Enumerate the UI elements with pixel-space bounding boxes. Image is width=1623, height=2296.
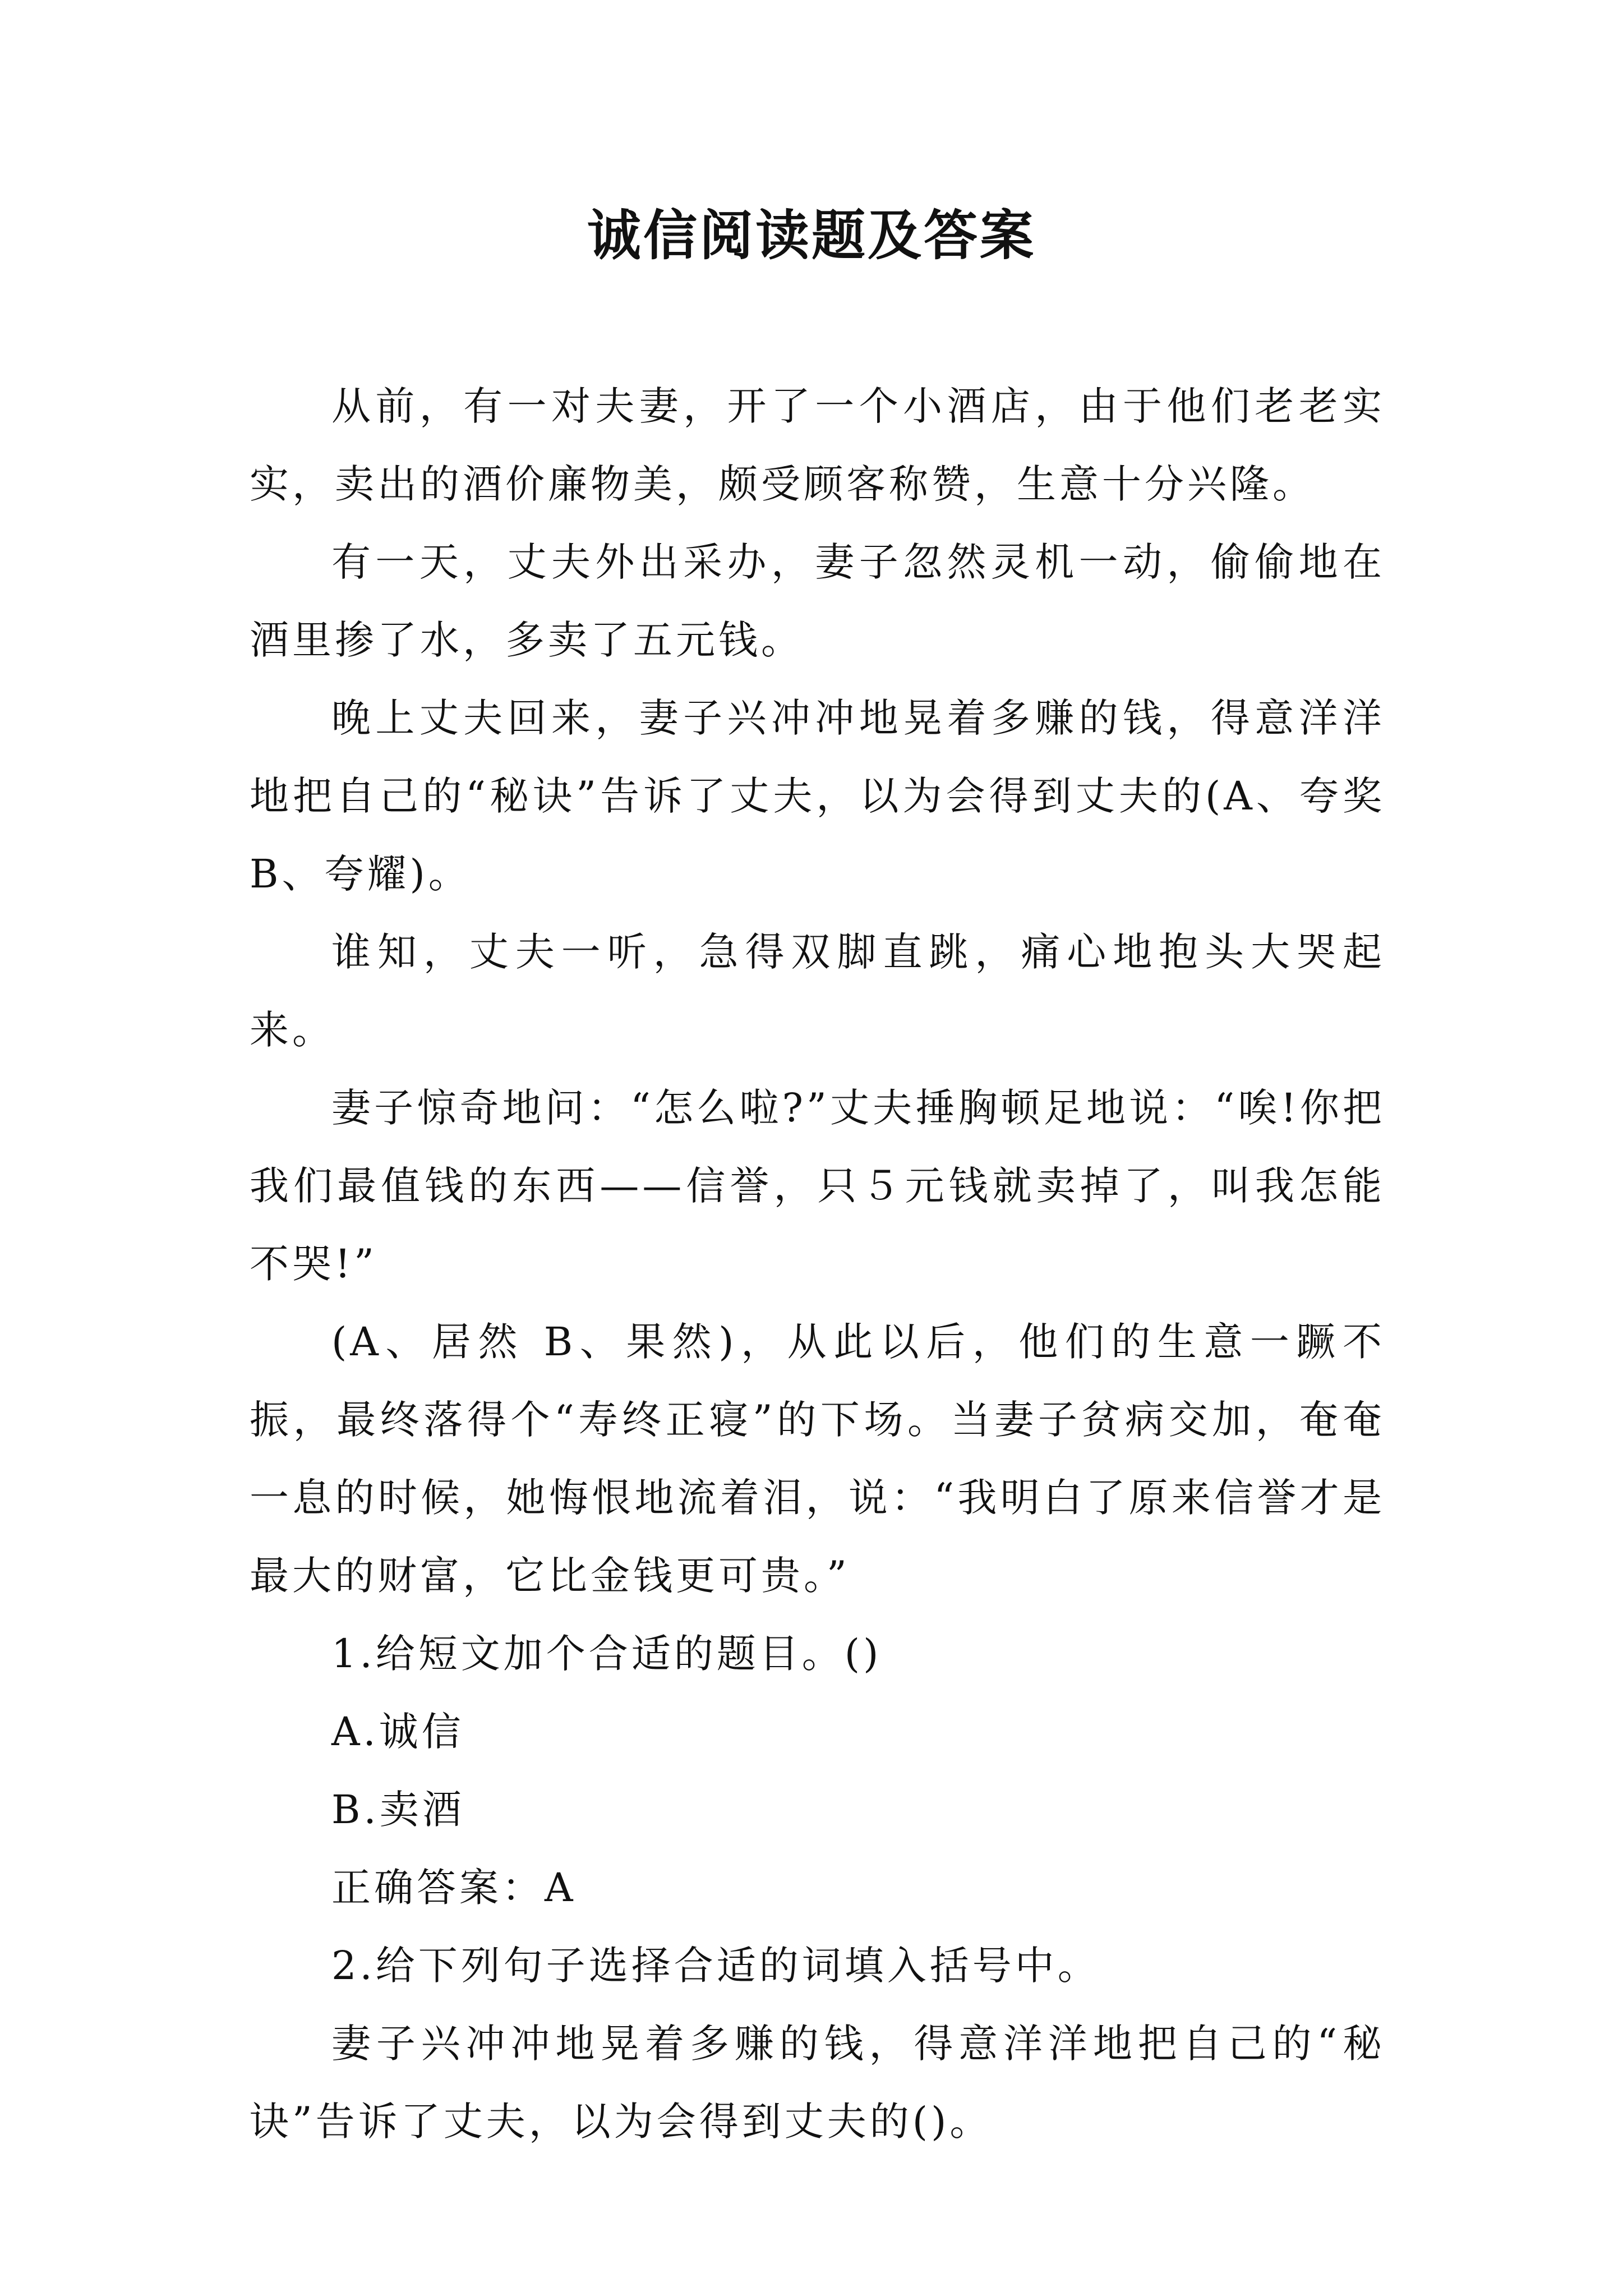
question-1-option-a: A.诚信: [331, 1709, 464, 1755]
document-title: 诚信阅读题及答案: [587, 204, 1036, 267]
document-body: [250, 367, 1385, 2161]
story-paragraph: 妻子惊奇地问：“怎么啦?”丈夫捶胸顿足地说：“唉!你把我们最值钱的东西——信誉，只５元钱就卖掉了，叫我怎能不哭!”: [250, 1085, 1385, 1287]
story-paragraph: 有一天，丈夫外出采办，妻子忽然灵机一动，偷偷地在酒里掺了水，多卖了五元钱。: [250, 539, 1385, 663]
question-2-sentence: 妻子兴冲冲地晃着多赚的钱，得意洋洋地把自己的“秘诀”告诉了丈夫，以为会得到丈夫的()。: [250, 2021, 1385, 2145]
question-2: 2.给下列句子选择合适的词填入括号中。: [331, 1943, 1100, 1989]
story-paragraph: 谁知，丈夫一听，急得双脚直跳，痛心地抱头大哭起来。: [250, 929, 1385, 1053]
story-paragraph: 晚上丈夫回来，妻子兴冲冲地晃着多赚的钱，得意洋洋地把自己的“秘诀”告诉了丈夫，以为会得到丈夫的(A、夸奖 B、夸耀)。: [250, 695, 1385, 897]
story-paragraph: (A、居然 B、果然)，从此以后，他们的生意一蹶不振，最终落得个“寿终正寝”的下场。当妻子贫病交加，奄奄一息的时候，她悔恨地流着泪，说：“我明白了原来信誉才是最大的财富，它比金钱更可贵。”: [250, 1319, 1385, 1599]
question-1-answer: 正确答案：A: [331, 1865, 577, 1911]
question-1-option-b: B.卖酒: [331, 1787, 465, 1833]
story-paragraph: 从前，有一对夫妻，开了一个小酒店，由于他们老老实实，卖出的酒价廉物美，颇受顾客称赞，生意十分兴隆。: [250, 383, 1385, 507]
question-1: 1.给短文加个合适的题目。(): [331, 1631, 882, 1677]
